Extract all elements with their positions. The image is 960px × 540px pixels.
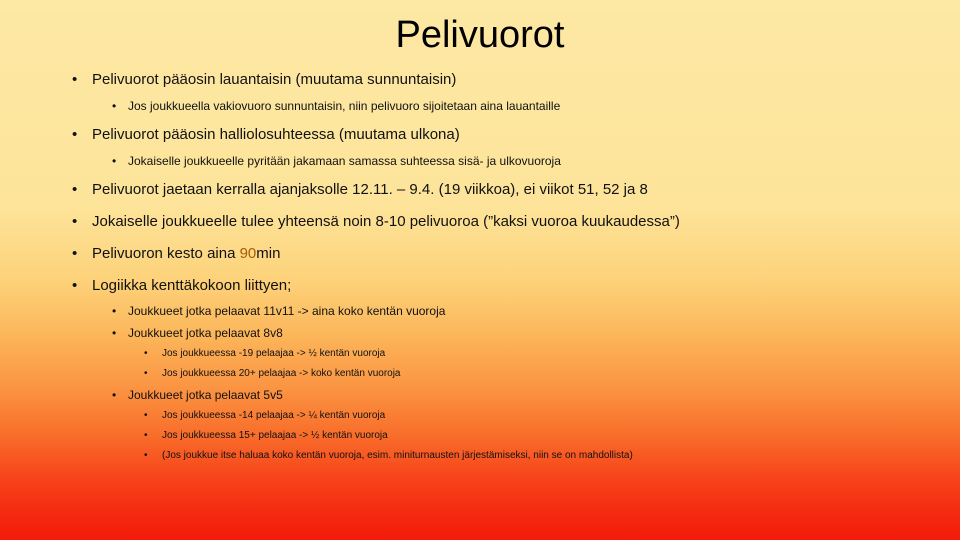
bullet-text: Jos joukkueella vakiovuoro sunnuntaisin, niin pelivuoro sijoitetaan aina lauantaille <box>128 99 561 113</box>
bullet-item <box>72 125 460 145</box>
bullet-marker: • <box>72 126 78 143</box>
bullet-marker: • <box>144 450 148 461</box>
bullet-text: Joukkueet jotka pelaavat 11v11 -> aina koko kentän vuoroja <box>128 304 446 318</box>
sub-bullet-item <box>112 153 561 169</box>
bullet-text: Jokaiselle joukkueelle pyritään jakamaan samassa suhteessa sisä- ja ulkovuoroja <box>128 154 561 168</box>
bullet-text: (Jos joukkue itse haluaa koko kentän vuoroja, esim. miniturnausten järjestämiseksi, niin se on mahdollista) <box>162 450 633 461</box>
bullet-marker: • <box>72 277 78 294</box>
bullet-marker: • <box>144 368 148 379</box>
sub-sub-bullet-item <box>144 449 633 463</box>
bullet-marker: • <box>144 410 148 421</box>
bullet-marker: • <box>112 304 117 318</box>
bullet-text: Pelivuorot pääosin halliolosuhteessa (muutama ulkona) <box>92 126 460 143</box>
bullet-item <box>72 70 457 90</box>
bullet-text: Jos joukkueessa -14 pelaajaa -> ¼ kentän vuoroja <box>162 410 386 421</box>
bullet-marker: • <box>144 348 148 359</box>
bullet-text: Pelivuorot pääosin lauantaisin (muutama sunnuntaisin) <box>92 71 457 88</box>
bullet-text-after: min <box>256 245 281 262</box>
bullet-text: Pelivuorot jaetaan kerralla ajanjaksolle 12.11. – 9.4. (19 viikkoa), ei viikot 51, 52 ja 8 <box>92 181 648 198</box>
slide-title: Pelivuorot <box>395 14 565 56</box>
bullet-marker: • <box>112 388 117 402</box>
sub-sub-bullet-item <box>144 347 386 361</box>
sub-bullet-item <box>112 387 283 403</box>
bullet-item <box>72 180 648 200</box>
sub-bullet-item <box>112 98 561 114</box>
bullet-item <box>72 244 281 264</box>
bullet-text: Joukkueet jotka pelaavat 5v5 <box>128 388 283 402</box>
bullet-text: Jokaiselle joukkueelle tulee yhteensä noin 8-10 pelivuoroa (”kaksi vuoroa kuukaudessa”) <box>92 213 680 230</box>
bullet-marker: • <box>144 430 148 441</box>
bullet-text: Jos joukkueessa 20+ pelaajaa -> koko kentän vuoroja <box>162 368 401 379</box>
bullet-marker: • <box>112 326 117 340</box>
bullet-text: Logiikka kenttäkokoon liittyen; <box>92 277 292 294</box>
bullet-marker: • <box>112 99 117 113</box>
sub-bullet-item <box>112 325 283 341</box>
sub-sub-bullet-item <box>144 367 401 381</box>
duration-value: 90 <box>239 245 257 262</box>
bullet-text: Joukkueet jotka pelaavat 8v8 <box>128 326 283 340</box>
bullet-text-before: Pelivuoron kesto aina <box>92 245 240 262</box>
bullet-marker: • <box>112 154 117 168</box>
bullet-marker: • <box>72 71 78 88</box>
sub-sub-bullet-item <box>144 429 388 443</box>
bullet-marker: • <box>72 245 78 262</box>
sub-bullet-item <box>112 303 446 319</box>
bullet-text: Jos joukkueessa -19 pelaajaa -> ½ kentän vuoroja <box>162 348 386 359</box>
bullet-text: Jos joukkueessa 15+ pelaajaa -> ½ kentän vuoroja <box>162 430 388 441</box>
bullet-item <box>72 276 292 296</box>
bullet-item <box>72 212 680 232</box>
bullet-marker: • <box>72 181 78 198</box>
sub-sub-bullet-item <box>144 409 386 423</box>
bullet-marker: • <box>72 213 78 230</box>
